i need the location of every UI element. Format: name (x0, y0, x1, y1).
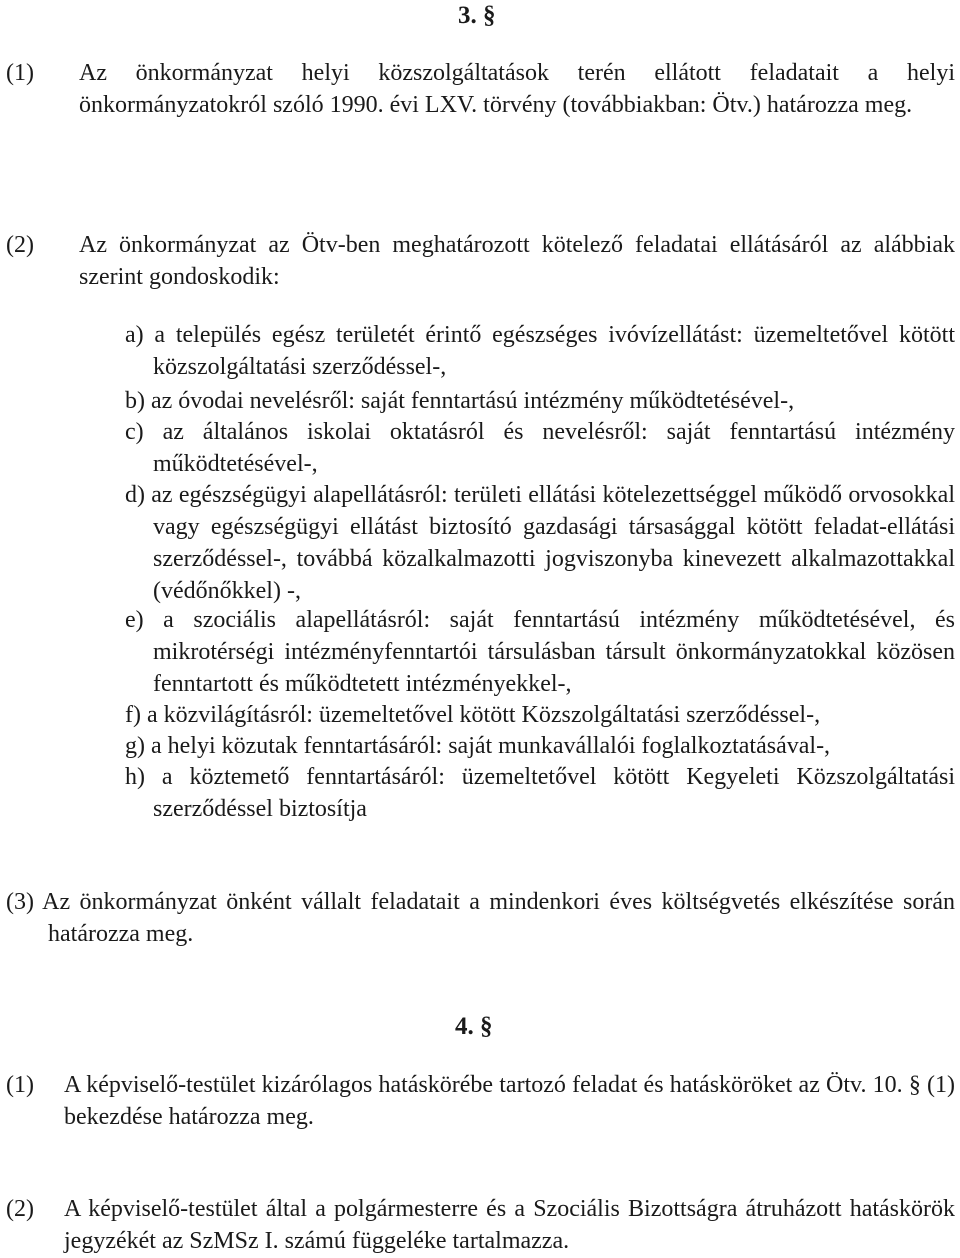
list-item: f) a közvilágításról: üzemeltetővel kötött Közszolgáltatási szerződéssel-, (125, 702, 821, 728)
list-item: e) a szociális alapellátásról: saját fenntartású intézmény működtetésével, és mikrotérségi intézményfenntartói társulásban társult önkormányzatokkal közösen fenntartott és működtetett intézményekkel-, (125, 607, 955, 697)
list-item: h) a köztemető fenntartásáról: üzemeltetővel kötött Kegyeleti Közszolgáltatási szerződéssel biztosítja (125, 764, 955, 822)
paragraph-number: (2) (6, 1196, 34, 1222)
section-3-paragraph-2: Az önkormányzat az Ötv-ben meghatározott kötelező feladatai ellátásáról az alábbiak szerint gondoskodik: (79, 232, 955, 290)
section-4-paragraph-2: A képviselő-testület által a polgármesterre és a Szociális Bizottságra átruházott hatáskörök jegyzékét az SzMSz I. számú függeléke tartalmazza. (64, 1196, 955, 1254)
paragraph-number: (1) (6, 1072, 34, 1098)
list-item: b) az óvodai nevelésről: saját fenntartású intézmény működtetésével-, (125, 388, 795, 414)
list-item: g) a helyi közutak fenntartásáról: saját munkavállalói foglalkoztatásával-, (125, 733, 831, 759)
section-3-heading: 3. § (458, 2, 496, 29)
paragraph-number: (1) (6, 60, 34, 86)
paragraph-number: (2) (6, 232, 34, 258)
section-4-heading: 4. § (455, 1013, 493, 1040)
section-3-paragraph-1: Az önkormányzat helyi közszolgáltatások terén ellátott feladatait a helyi önkormányzatokról szóló 1990. évi LXV. törvény (továbbiakban: Ötv.) határozza meg. (79, 60, 955, 118)
section-4-paragraph-1: A képviselő-testület kizárólagos hatáskörébe tartozó feladat és hatásköröket az Ötv. 10. § (1) bekezdése határozza meg. (64, 1072, 955, 1130)
list-item: c) az általános iskolai oktatásról és nevelésről: saját fenntartású intézmény működtetésével-, (125, 419, 955, 477)
section-3-paragraph-3: (3) Az önkormányzat önként vállalt feladatait a mindenkori éves költségvetés elkészítése során határozza meg. (6, 889, 955, 947)
list-item: d) az egészségügyi alapellátásról: területi ellátási kötelezettséggel működő orvosokkal vagy egészségügyi ellátást biztosító gazdasági társasággal kötött feladat-ellátási szerződéssel-, továbbá közalkalmazotti jogviszonyba kinevezett alkalmazottakkal (védőnőkkel) -, (125, 482, 955, 604)
list-item: a) a település egész területét érintő egészséges ivóvízellátást: üzemeltetővel kötött közszolgáltatási szerződéssel-, (125, 322, 955, 380)
